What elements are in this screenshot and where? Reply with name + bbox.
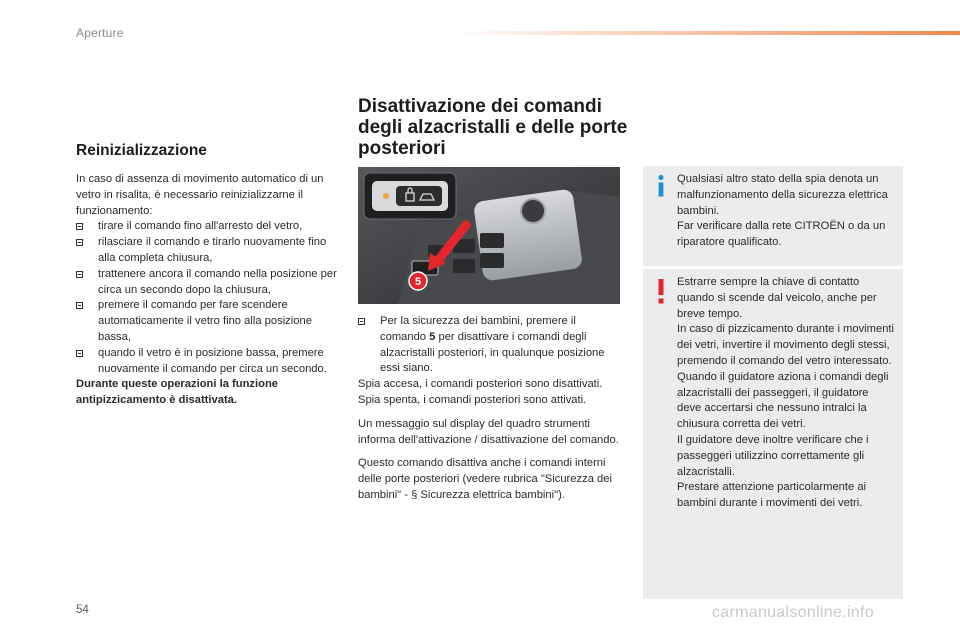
list-item: Per la sicurezza dei bambini, premere il comando 5 per disattivare i comandi degli alzacristalli posteriori, in qualunque posizione essi siano.: [358, 314, 620, 377]
square-bullet-icon: [76, 239, 83, 246]
warning-text: Estrarre sempre la chiave di contatto quando si scende dal veicolo, anche per breve tempo. In caso di pizzicamento durante i movimenti dei vetri, invertire il movimento degli stessi, premendo il comando del vetro interessato. Quando il guidatore aziona i comandi degli alzacristalli dei passeggeri, il guidatore deve accertarsi che nessuno intralci la chiusura corretta dei vetri. Il guidatore deve inoltre verificare che i passeggeri utilizzino correttamente gli alzacristalli. Prestare attenzione particolarmente ai bambini durante i movimenti dei vetri.: [677, 276, 895, 510]
lamp-on-text: Spia accesa, i comandi posteriori sono disattivati.: [358, 378, 603, 391]
display-message-text: Un messaggio sul display del quadro strumenti informa dell'attivazione / disattivazione del comando.: [358, 417, 619, 446]
info-text: Qualsiasi altro stato della spia denota un malfunzionamento della sicurezza elettrica bambini. Far verificare dalla rete CITROËN o da un riparatore qualificato.: [677, 173, 888, 249]
reinit-note: Durante queste operazioni la funzione antipizzicamento è disattivata.: [76, 378, 279, 407]
reinit-heading: Reinizializzazione: [76, 142, 207, 159]
square-bullet-icon: [76, 350, 83, 357]
watermark: carmanualsonline.info: [712, 604, 874, 621]
deactivation-step: [358, 314, 620, 377]
square-bullet-icon: [76, 271, 83, 278]
info-box: [643, 166, 903, 266]
info-icon: [655, 174, 667, 198]
page-number: 54: [76, 604, 89, 616]
list-item: tirare il comando fino all'arresto del vetro,: [76, 219, 340, 235]
reinit-steps: [76, 219, 340, 377]
middle-column: [358, 314, 620, 504]
warning-box: [643, 269, 903, 599]
list-item: rilasciare il comando e tirarlo nuovamente fino alla completa chiusura,: [76, 235, 340, 267]
section-tag: Aperture: [76, 26, 124, 40]
square-bullet-icon: [76, 223, 83, 230]
list-item: trattenere ancora il comando nella posizione per circa un secondo dopo la chiusura,: [76, 267, 340, 299]
list-item: premere il comando per fare scendere automaticamente il vetro fino alla posizione bassa,: [76, 298, 340, 345]
square-bullet-icon: [358, 318, 365, 325]
interior-doors-text: Questo comando disattiva anche i comandi interni delle porte posteriori (vedere rubrica "Sicurezza dei bambini" - § Sicurezza elettrica bambini").: [358, 457, 612, 501]
square-bullet-icon: [76, 302, 83, 309]
door-switch-photo: [358, 167, 620, 304]
warning-icon: [655, 278, 667, 304]
callout-5-label: 5: [414, 276, 422, 288]
header-rule: [455, 31, 960, 35]
list-item: quando il vetro è in posizione bassa, premere nuovamente il comando per circa un secondo.: [76, 346, 340, 378]
left-column: [76, 142, 340, 409]
deactivation-heading: Disattivazione dei comandi degli alzacristalli e delle porte posteriori: [358, 96, 628, 159]
lamp-off-text: Spia spenta, i comandi posteriori sono attivati.: [358, 393, 587, 406]
reinit-intro: In caso di assenza di movimento automatico di un vetro in risalita, è necessario reinizializzarne il funzionamento:: [76, 173, 324, 217]
